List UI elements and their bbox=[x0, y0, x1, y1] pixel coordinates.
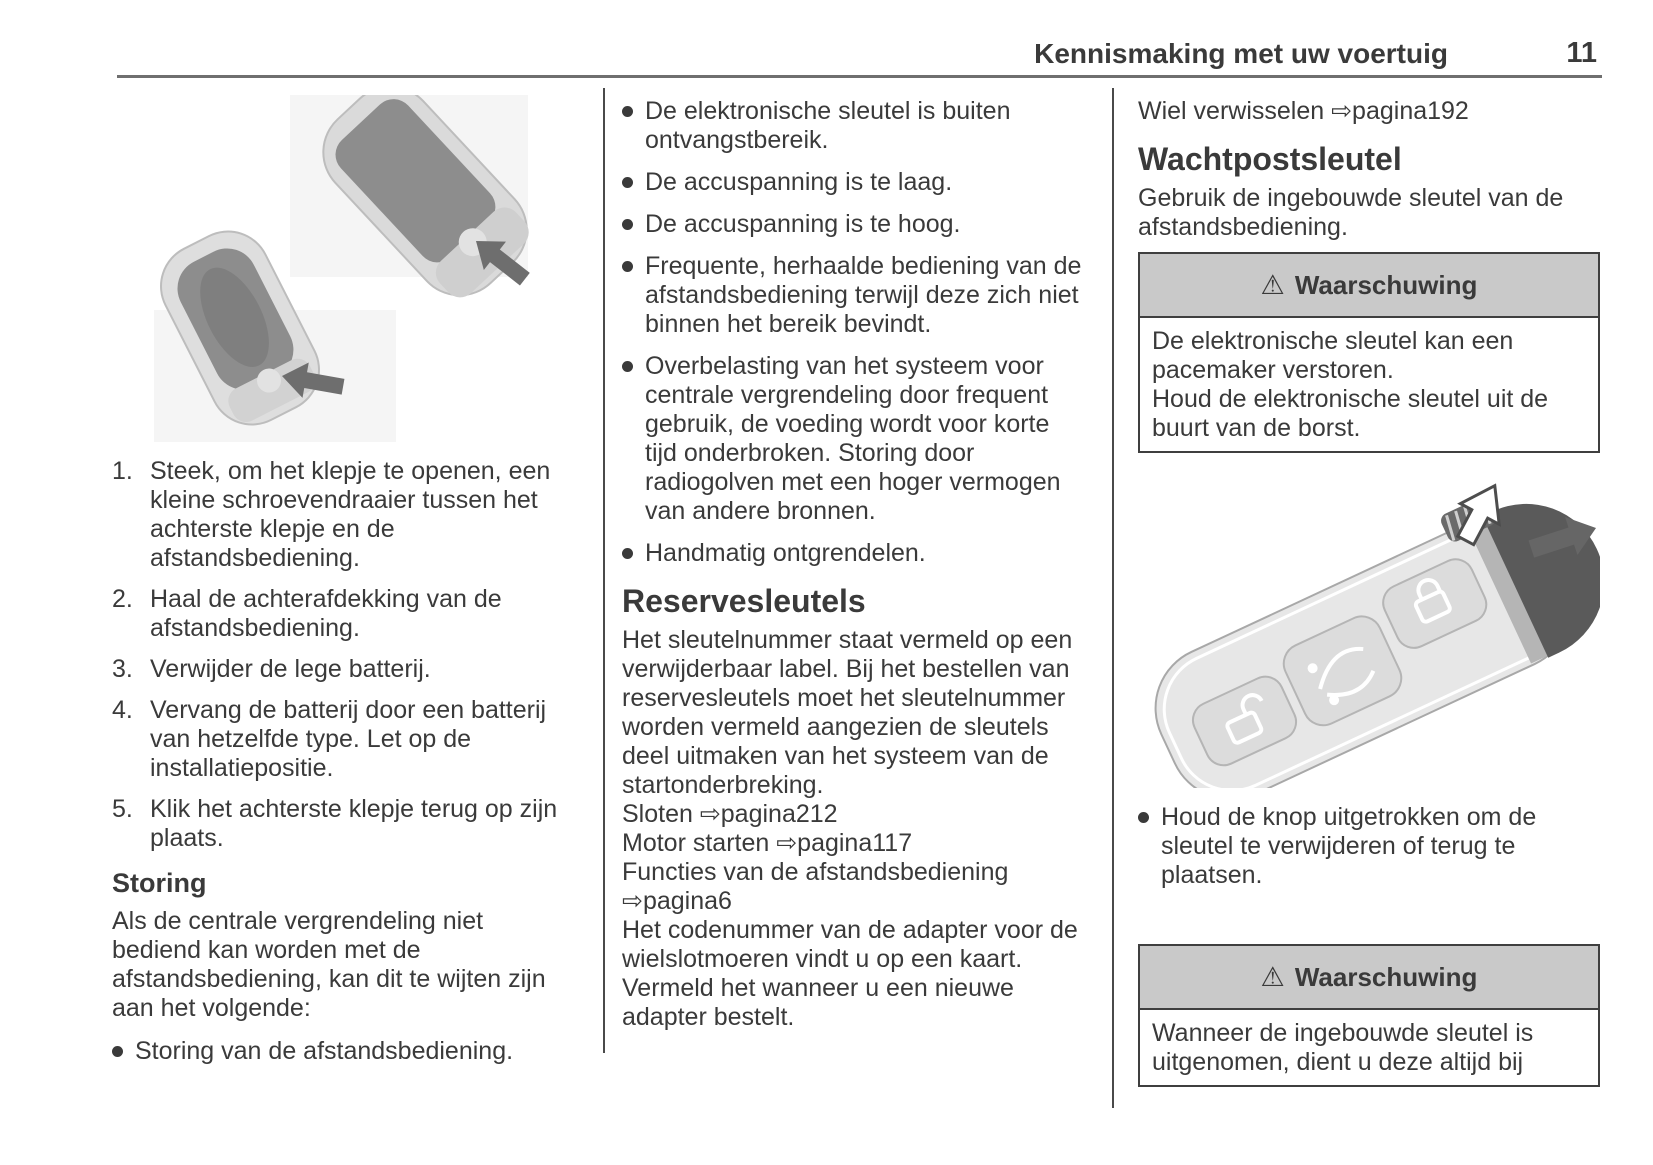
page-reference: Wiel verwisselen ⇨pagina192 bbox=[1138, 97, 1469, 125]
section-heading-wachtpostsleutel: Wachtpostsleutel bbox=[1138, 141, 1402, 177]
step-text: Haal de achterafdekking van de afstandsbediening. bbox=[150, 585, 502, 642]
bullet-icon bbox=[622, 361, 633, 372]
bullet-icon bbox=[1138, 812, 1149, 823]
page-title: Kennismaking met uw voertuig bbox=[1034, 38, 1448, 69]
warning-header bbox=[1140, 254, 1598, 318]
list-item bbox=[112, 795, 570, 853]
list-item bbox=[112, 696, 570, 783]
section-heading-reservesleutels: Reservesleutels bbox=[622, 583, 866, 619]
middle-column bbox=[622, 97, 1087, 1032]
column-divider bbox=[603, 88, 605, 1053]
left-column bbox=[112, 95, 570, 1079]
paragraph: Het codenummer van de adapter voor de wielslotmoeren vindt u op een kaart. Vermeld het wanneer u een nieuwe adapter bestelt. bbox=[622, 916, 1078, 1031]
warning-title: Waarschuwing bbox=[1294, 962, 1478, 992]
page-reference: Motor starten ⇨pagina117 bbox=[622, 829, 913, 857]
step-number: 5. bbox=[112, 795, 133, 823]
section-heading-storing: Storing bbox=[112, 868, 207, 898]
warning-title: Waarschuwing bbox=[1294, 270, 1478, 300]
bullet-icon bbox=[112, 1046, 123, 1057]
warning-body bbox=[1140, 1010, 1598, 1085]
step-number: 2. bbox=[112, 585, 133, 613]
step-text: Klik het achterste klepje terug op zijn plaats. bbox=[150, 795, 558, 852]
integrated-key-figure bbox=[1138, 453, 1600, 788]
warning-body bbox=[1140, 318, 1598, 451]
bullet-text: Overbelasting van het systeem voor centrale vergrendeling door frequent gebruik, de voeding wordt voor korte tijd onderbroken. Storing door radiogolven met een hoger vermogen van andere bronnen. bbox=[645, 352, 1061, 525]
warning-triangle-icon: ⚠ bbox=[1260, 962, 1285, 993]
step-number: 3. bbox=[112, 655, 133, 683]
right-column bbox=[1138, 97, 1600, 1087]
paragraph: Het sleutelnummer staat vermeld op een verwijderbaar label. Bij het bestellen van reservesleutels moet het sleutelnummer worden vermeld aangezien de sleutels deel uitmaken van het systeem van de startonderbreking. bbox=[622, 626, 1073, 799]
list-item bbox=[622, 352, 1087, 526]
list-item bbox=[112, 1037, 570, 1066]
list-item bbox=[622, 252, 1087, 339]
bullet-text: Houd de knop uitgetrokken om de sleutel te verwijderen of terug te plaatsen. bbox=[1161, 803, 1537, 889]
list-item bbox=[622, 168, 1087, 197]
step-number: 4. bbox=[112, 696, 133, 724]
bullet-icon bbox=[622, 219, 633, 230]
page-reference: Functies van de afstandsbediening ⇨pagina6 bbox=[622, 858, 1009, 915]
bullet-text: Handmatig ontgrendelen. bbox=[645, 539, 926, 567]
list-item bbox=[622, 210, 1087, 239]
list-item bbox=[112, 457, 570, 573]
bullet-icon bbox=[622, 548, 633, 559]
battery-replacement-figure bbox=[112, 95, 570, 442]
bullet-text: De accuspanning is te hoog. bbox=[645, 210, 961, 238]
bullet-text: Frequente, herhaalde bediening van de afstandsbediening terwijl deze zich niet binnen het bereik bevindt. bbox=[645, 252, 1082, 338]
bullet-icon bbox=[622, 261, 633, 272]
column-divider bbox=[1112, 88, 1114, 1108]
remote-front bbox=[1138, 462, 1600, 788]
step-text: Steek, om het klepje te openen, een kleine schroevendraaier tussen het achterste klepje en de afstandsbediening. bbox=[150, 457, 551, 572]
header-rule bbox=[117, 75, 1602, 78]
bullet-text: Storing van de afstandsbediening. bbox=[135, 1037, 514, 1065]
list-item bbox=[112, 585, 570, 643]
paragraph: Als de centrale vergrendeling niet bediend kan worden met de afstandsbediening, kan dit te wijten zijn aan het volgende: bbox=[112, 907, 546, 1022]
bullet-text: De elektronische sleutel is buiten ontvangstbereik. bbox=[645, 97, 1011, 154]
bullet-icon bbox=[622, 177, 633, 188]
step-text: Vervang de batterij door een batterij van hetzelfde type. Let op de installatiepositie. bbox=[150, 696, 547, 782]
warning-text: Wanneer de ingebouwde sleutel is uitgenomen, dient u deze altijd bij bbox=[1152, 1019, 1534, 1076]
step-text: Verwijder de lege batterij. bbox=[150, 655, 431, 683]
warning-box bbox=[1138, 252, 1600, 453]
list-item bbox=[622, 539, 1087, 568]
paragraph: Gebruik de ingebouwde sleutel van de afstandsbediening. bbox=[1138, 184, 1564, 241]
warning-text: De elektronische sleutel kan een pacemaker verstoren. bbox=[1152, 327, 1514, 384]
warning-header bbox=[1140, 946, 1598, 1010]
list-item bbox=[112, 655, 570, 684]
bullet-text: De accuspanning is te laag. bbox=[645, 168, 953, 196]
step-number: 1. bbox=[112, 457, 133, 485]
warning-triangle-icon: ⚠ bbox=[1260, 270, 1285, 301]
page-number: 11 bbox=[1566, 37, 1597, 69]
warning-box bbox=[1138, 944, 1600, 1087]
bullet-icon bbox=[622, 106, 633, 117]
list-item bbox=[622, 97, 1087, 155]
page-reference: Sloten ⇨pagina212 bbox=[622, 800, 838, 828]
warning-text: Houd de elektronische sleutel uit de buurt van de borst. bbox=[1152, 385, 1549, 442]
list-item bbox=[1138, 803, 1600, 890]
